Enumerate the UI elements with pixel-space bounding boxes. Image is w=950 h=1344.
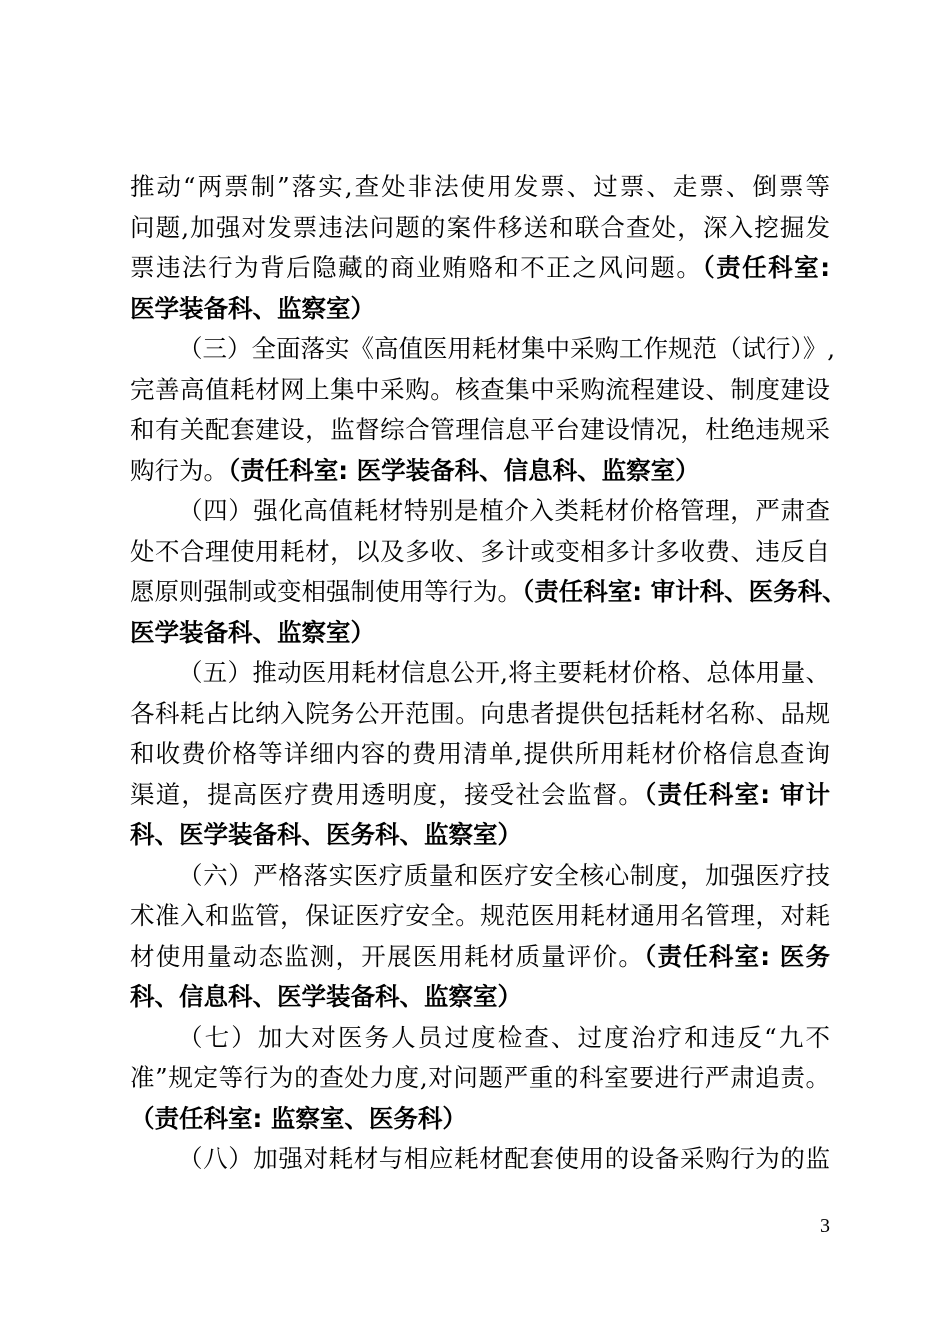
- text-line: [130, 896, 830, 936]
- responsible-dept-text: 医学装备科、监察室）: [130, 617, 375, 647]
- text-line: [178, 491, 830, 531]
- text-line: [130, 370, 830, 410]
- text-line: [178, 653, 830, 693]
- text-line: [130, 532, 830, 572]
- text-line: [178, 856, 830, 896]
- paragraph-text: 和有关配套建设，监督综合管理信息平台建设情况，杜绝违规采: [130, 415, 830, 444]
- text-line: [130, 937, 830, 977]
- responsible-dept-text: （责任科室: 医务: [644, 941, 830, 971]
- text-line: [130, 977, 830, 1017]
- page-number: 3: [820, 1215, 830, 1237]
- paragraph-text: 推动“两票制”落实,查处非法使用发票、过票、走票、倒票等: [130, 172, 830, 201]
- text-line: [130, 775, 830, 815]
- responsible-dept-text: （责任科室: 审计科、医务科、: [522, 577, 847, 606]
- paragraph-text: 购行为。: [130, 455, 228, 485]
- responsible-dept-text: （责任科室: 监察室、医务科）: [130, 1103, 467, 1133]
- text-line: [130, 815, 830, 855]
- responsible-dept-text: （责任科室:: [702, 253, 830, 282]
- paragraph-text: （三）全面落实《高值医用耗材集中采购工作规范（试行）》,: [178, 334, 836, 363]
- text-line: [178, 1018, 830, 1058]
- text-line: [130, 410, 830, 450]
- paragraph-text: 票违法行为背后隐藏的商业贿赂和不正之风问题。: [130, 253, 703, 282]
- paragraph-text: 处不合理使用耗材，以及多收、多计或变相多计多收费、违反自: [130, 536, 830, 566]
- text-line: [130, 208, 830, 248]
- paragraph-text: （五）推动医用耗材信息公开,将主要耗材价格、总体用量、: [178, 658, 830, 687]
- paragraph-text: 材使用量动态监测，开展医用耗材质量评价。: [130, 941, 645, 971]
- paragraph-text: 各科耗占比纳入院务公开范围。向患者提供包括耗材名称、品规: [130, 698, 830, 728]
- responsible-dept-text: 医学装备科、监察室）: [130, 293, 375, 323]
- text-line: [130, 1058, 830, 1098]
- paragraph-text: 完善高值耗材网上集中采购。核查集中采购流程建设、制度建设: [130, 374, 830, 404]
- responsible-dept-text: （责任科室: 医学装备科、信息科、监察室）: [228, 455, 700, 485]
- text-line: [130, 1099, 830, 1139]
- text-line: [178, 329, 836, 369]
- paragraph-text: （七）加大对医务人员过度检查、过度治疗和违反“九不: [178, 1022, 830, 1052]
- text-line: [130, 167, 830, 207]
- paragraph-text: 渠道，提高医疗费用透明度，接受社会监督。: [130, 779, 645, 809]
- text-line: [130, 613, 830, 653]
- text-line: [130, 451, 830, 491]
- paragraph-text: 准”规定等行为的查处力度,对问题严重的科室要进行严肃追责。: [130, 1063, 830, 1092]
- paragraph-text: （八）加强对耗材与相应耗材配套使用的设备采购行为的监: [178, 1144, 830, 1173]
- paragraph-text: 问题,加强对发票违法问题的案件移送和联合查处，深入挖掘发: [130, 212, 830, 242]
- paragraph-text: 和收费价格等详细内容的费用清单,提供所用耗材价格信息查询: [130, 739, 830, 768]
- text-line: [130, 572, 847, 612]
- text-line: [130, 734, 830, 774]
- paragraph-text: 术准入和监管，保证医疗安全。规范医用耗材通用名管理，对耗: [130, 901, 830, 930]
- paragraph-text: （六）严格落实医疗质量和医疗安全核心制度，加强医疗技: [178, 860, 830, 890]
- responsible-dept-text: （责任科室: 审计: [644, 779, 830, 809]
- text-line: [130, 289, 830, 329]
- text-line: [130, 694, 830, 734]
- text-line: [130, 248, 830, 288]
- responsible-dept-text: 科、信息科、医学装备科、监察室）: [130, 982, 522, 1011]
- responsible-dept-text: 科、医学装备科、医务科、监察室）: [130, 820, 522, 849]
- paragraph-text: 愿原则强制或变相强制使用等行为。: [130, 577, 522, 606]
- paragraph-text: （四）强化高值耗材特别是植介入类耗材价格管理，严肃查: [178, 496, 830, 525]
- text-line: [178, 1139, 830, 1179]
